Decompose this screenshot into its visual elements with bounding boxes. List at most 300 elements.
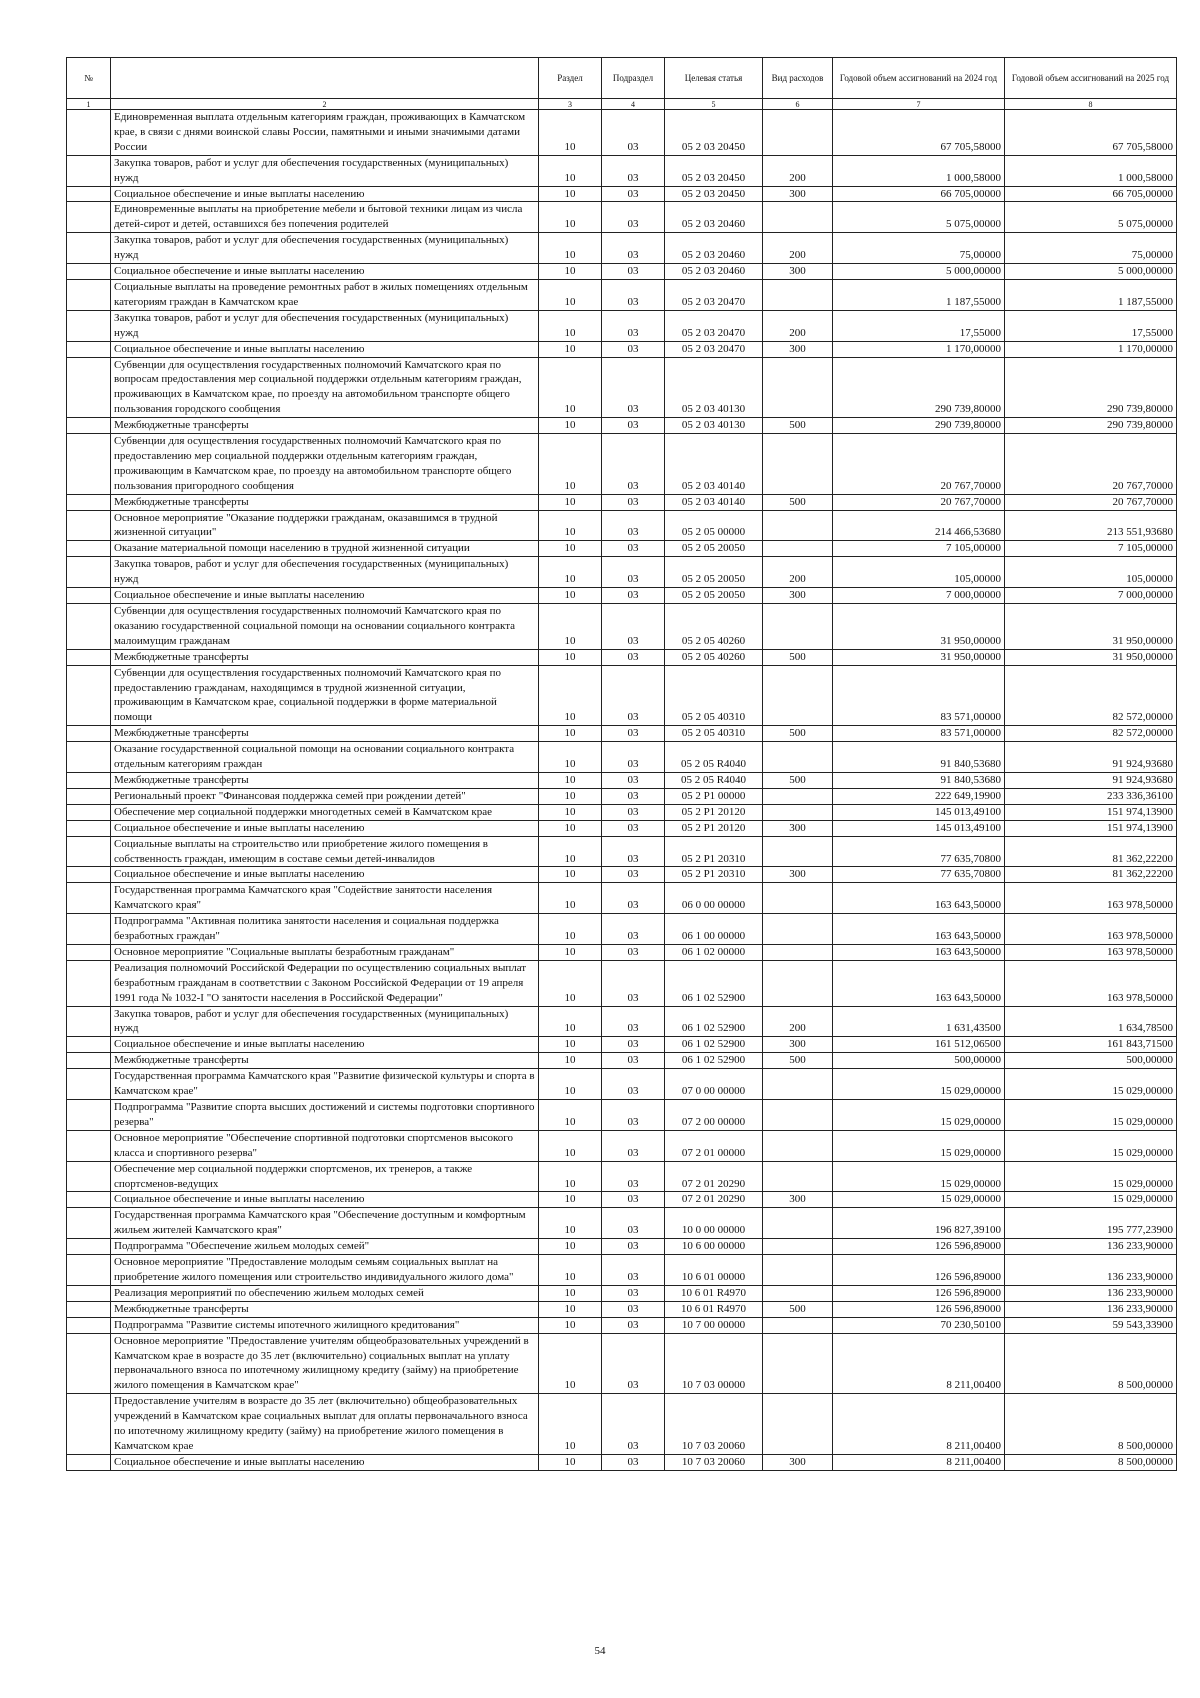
cell-target: 10 7 03 20060 (665, 1454, 763, 1470)
cell-name: Субвенции для осуществления государственных полномочий Камчатского края по предоставлению гражданам, находящимся в трудной жизненной ситуации, проживающим в Камчатском крае, социальной поддержки в форме материальной помощи (111, 665, 539, 726)
cell-name: Социальное обеспечение и иные выплаты населению (111, 1454, 539, 1470)
cell-vid: 500 (763, 772, 833, 788)
cell-y2025: 15 029,00000 (1005, 1161, 1177, 1192)
cell-target: 05 2 03 20460 (665, 264, 763, 280)
cell-target: 05 2 03 20450 (665, 155, 763, 186)
cell-y2025: 163 978,50000 (1005, 944, 1177, 960)
cell-y2024: 75,00000 (833, 233, 1005, 264)
table-row (67, 1100, 1177, 1131)
cell-vid: 200 (763, 155, 833, 186)
cell-num (67, 110, 111, 156)
cell-y2024: 126 596,89000 (833, 1301, 1005, 1317)
cell-podrazdel: 03 (602, 1454, 665, 1470)
cell-y2024: 1 631,43500 (833, 1006, 1005, 1037)
cell-target: 06 1 02 52900 (665, 1037, 763, 1053)
table-row (67, 820, 1177, 836)
cell-podrazdel: 03 (602, 1053, 665, 1069)
cell-y2024: 7 000,00000 (833, 588, 1005, 604)
table-row (67, 788, 1177, 804)
cell-y2024: 163 643,50000 (833, 944, 1005, 960)
cell-podrazdel: 03 (602, 604, 665, 650)
cell-num (67, 1255, 111, 1286)
cell-name: Закупка товаров, работ и услуг для обеспечения государственных (муниципальных) нужд (111, 233, 539, 264)
table-row (67, 649, 1177, 665)
cell-name: Основное мероприятие "Предоставление учителям общеобразовательных учреждений в Камчатском крае в возрасте до 35 лет (включительно) социальных выплат на уплату первоначального взноса по ипотечному жилищному кредиту (займу) на приобретение жилого помещения в Камчатском крае" (111, 1333, 539, 1394)
cell-vid (763, 788, 833, 804)
cell-target: 10 0 00 00000 (665, 1208, 763, 1239)
cell-vid (763, 836, 833, 867)
cell-num (67, 310, 111, 341)
cell-y2025: 161 843,71500 (1005, 1037, 1177, 1053)
cell-razdel: 10 (539, 960, 602, 1006)
cell-name: Закупка товаров, работ и услуг для обеспечения государственных (муниципальных) нужд (111, 310, 539, 341)
cell-target: 10 7 03 20060 (665, 1394, 763, 1455)
header-name (111, 58, 539, 99)
cell-name: Субвенции для осуществления государственных полномочий Камчатского края по оказанию государственной социальной помощи на основании социального контракта малоимущим гражданам (111, 604, 539, 650)
cell-podrazdel: 03 (602, 155, 665, 186)
cell-y2024: 91 840,53680 (833, 772, 1005, 788)
cell-vid: 500 (763, 726, 833, 742)
cell-razdel: 10 (539, 1100, 602, 1131)
cell-razdel: 10 (539, 1006, 602, 1037)
cell-target: 05 2 05 20050 (665, 557, 763, 588)
cell-name: Основное мероприятие "Обеспечение спортивной подготовки спортсменов высокого класса и спортивного резерва" (111, 1130, 539, 1161)
cell-y2025: 213 551,93680 (1005, 510, 1177, 541)
cell-y2024: 126 596,89000 (833, 1239, 1005, 1255)
cell-podrazdel: 03 (602, 357, 665, 418)
cell-num (67, 341, 111, 357)
cell-num (67, 1301, 111, 1317)
cell-y2024: 91 840,53680 (833, 742, 1005, 773)
cell-name: Оказание государственной социальной помощи на основании социального контракта отдельным категориям граждан (111, 742, 539, 773)
header-target: Целевая статья (665, 58, 763, 99)
cell-target: 05 2 03 40140 (665, 494, 763, 510)
cell-target: 05 2 05 R4040 (665, 772, 763, 788)
table-row (67, 418, 1177, 434)
cell-razdel: 10 (539, 726, 602, 742)
cell-y2025: 163 978,50000 (1005, 960, 1177, 1006)
cell-target: 05 2 03 40130 (665, 418, 763, 434)
table-row (67, 310, 1177, 341)
cell-num (67, 510, 111, 541)
cell-razdel: 10 (539, 510, 602, 541)
cell-num (67, 1037, 111, 1053)
cell-num (67, 155, 111, 186)
cell-y2025: 91 924,93680 (1005, 742, 1177, 773)
cell-podrazdel: 03 (602, 914, 665, 945)
cell-y2025: 20 767,70000 (1005, 434, 1177, 495)
cell-target: 10 6 01 00000 (665, 1255, 763, 1286)
cell-y2025: 1 170,00000 (1005, 341, 1177, 357)
cell-target: 05 2 03 20470 (665, 341, 763, 357)
cell-num (67, 726, 111, 742)
cell-num (67, 1053, 111, 1069)
cell-y2025: 91 924,93680 (1005, 772, 1177, 788)
table-row (67, 557, 1177, 588)
cell-target: 05 2 03 40140 (665, 434, 763, 495)
cell-podrazdel: 03 (602, 1301, 665, 1317)
table-row (67, 914, 1177, 945)
table-row (67, 1285, 1177, 1301)
cell-razdel: 10 (539, 155, 602, 186)
table-row (67, 1255, 1177, 1286)
cell-target: 05 2 03 20470 (665, 279, 763, 310)
cell-target: 10 6 01 R4970 (665, 1301, 763, 1317)
cell-razdel: 10 (539, 914, 602, 945)
table-row (67, 186, 1177, 202)
cell-podrazdel: 03 (602, 1006, 665, 1037)
cell-podrazdel: 03 (602, 202, 665, 233)
header-num: № (67, 58, 111, 99)
cell-razdel: 10 (539, 665, 602, 726)
cell-podrazdel: 03 (602, 1285, 665, 1301)
cell-y2025: 59 543,33900 (1005, 1317, 1177, 1333)
cell-num (67, 772, 111, 788)
cell-vid (763, 1333, 833, 1394)
cell-razdel: 10 (539, 649, 602, 665)
cell-y2025: 31 950,00000 (1005, 649, 1177, 665)
cell-razdel: 10 (539, 557, 602, 588)
cell-y2024: 8 211,00400 (833, 1394, 1005, 1455)
cell-name: Социальные выплаты на строительство или приобретение жилого помещения в собственность граждан, имеющим в составе семьи детей-инвалидов (111, 836, 539, 867)
cell-name: Обеспечение мер социальной поддержки спортсменов, их тренеров, а также спортсменов-ведущих (111, 1161, 539, 1192)
cell-vid: 300 (763, 341, 833, 357)
cell-target: 05 2 03 20460 (665, 233, 763, 264)
cell-y2025: 163 978,50000 (1005, 883, 1177, 914)
cell-vid (763, 1239, 833, 1255)
table-body (67, 110, 1177, 1471)
cell-podrazdel: 03 (602, 434, 665, 495)
cell-y2024: 7 105,00000 (833, 541, 1005, 557)
cell-vid (763, 1100, 833, 1131)
budget-table (66, 57, 1177, 1471)
cell-target: 05 2 05 20050 (665, 588, 763, 604)
cell-target: 05 2 05 40310 (665, 665, 763, 726)
cell-name: Обеспечение мер социальной поддержки многодетных семей в Камчатском крае (111, 804, 539, 820)
cell-y2024: 66 705,00000 (833, 186, 1005, 202)
cell-target: 05 2 P1 20120 (665, 804, 763, 820)
cell-razdel: 10 (539, 1239, 602, 1255)
cell-num (67, 1100, 111, 1131)
column-number: 1 (67, 99, 111, 110)
cell-y2024: 77 635,70800 (833, 867, 1005, 883)
cell-name: Межбюджетные трансферты (111, 1053, 539, 1069)
cell-y2025: 151 974,13900 (1005, 820, 1177, 836)
table-row (67, 665, 1177, 726)
cell-y2025: 17,55000 (1005, 310, 1177, 341)
cell-name: Реализация мероприятий по обеспечению жильем молодых семей (111, 1285, 539, 1301)
cell-vid: 300 (763, 1037, 833, 1053)
cell-podrazdel: 03 (602, 1239, 665, 1255)
cell-y2025: 136 233,90000 (1005, 1285, 1177, 1301)
cell-podrazdel: 03 (602, 836, 665, 867)
cell-podrazdel: 03 (602, 541, 665, 557)
cell-num (67, 665, 111, 726)
cell-y2025: 1 000,58000 (1005, 155, 1177, 186)
cell-razdel: 10 (539, 202, 602, 233)
cell-num (67, 1006, 111, 1037)
cell-y2025: 1 187,55000 (1005, 279, 1177, 310)
cell-num (67, 1239, 111, 1255)
cell-num (67, 557, 111, 588)
cell-podrazdel: 03 (602, 279, 665, 310)
cell-vid (763, 604, 833, 650)
cell-vid (763, 742, 833, 773)
cell-name: Основное мероприятие "Социальные выплаты безработным гражданам" (111, 944, 539, 960)
cell-razdel: 10 (539, 836, 602, 867)
cell-target: 05 2 P1 00000 (665, 788, 763, 804)
table-row (67, 1053, 1177, 1069)
cell-num (67, 1192, 111, 1208)
cell-vid: 500 (763, 649, 833, 665)
cell-target: 05 2 05 R4040 (665, 742, 763, 773)
cell-vid (763, 110, 833, 156)
cell-y2025: 163 978,50000 (1005, 914, 1177, 945)
cell-y2024: 145 013,49100 (833, 804, 1005, 820)
cell-y2025: 66 705,00000 (1005, 186, 1177, 202)
cell-name: Социальное обеспечение и иные выплаты населению (111, 264, 539, 280)
cell-num (67, 1130, 111, 1161)
cell-razdel: 10 (539, 1333, 602, 1394)
cell-name: Основное мероприятие "Оказание поддержки гражданам, оказавшимся в трудной жизненной ситуации" (111, 510, 539, 541)
cell-vid (763, 541, 833, 557)
cell-razdel: 10 (539, 788, 602, 804)
cell-y2024: 145 013,49100 (833, 820, 1005, 836)
table-row (67, 883, 1177, 914)
cell-y2025: 8 500,00000 (1005, 1394, 1177, 1455)
table-row (67, 1069, 1177, 1100)
cell-target: 05 2 P1 20310 (665, 867, 763, 883)
cell-podrazdel: 03 (602, 186, 665, 202)
cell-num (67, 1317, 111, 1333)
cell-y2025: 151 974,13900 (1005, 804, 1177, 820)
cell-name: Единовременная выплата отдельным категориям граждан, проживающих в Камчатском крае, в связи с днями воинской славы России, памятными и иными значимыми датами России (111, 110, 539, 156)
cell-y2024: 290 739,80000 (833, 418, 1005, 434)
cell-y2024: 5 000,00000 (833, 264, 1005, 280)
header-razdel: Раздел (539, 58, 602, 99)
cell-y2025: 290 739,80000 (1005, 418, 1177, 434)
cell-vid: 200 (763, 1006, 833, 1037)
table-row (67, 944, 1177, 960)
budget-table-page (66, 57, 1176, 1471)
cell-y2024: 15 029,00000 (833, 1161, 1005, 1192)
table-row (67, 155, 1177, 186)
cell-y2024: 500,00000 (833, 1053, 1005, 1069)
table-row (67, 604, 1177, 650)
cell-vid (763, 1394, 833, 1455)
cell-target: 10 7 03 00000 (665, 1333, 763, 1394)
cell-vid (763, 1255, 833, 1286)
cell-razdel: 10 (539, 310, 602, 341)
table-row (67, 867, 1177, 883)
cell-y2025: 81 362,22200 (1005, 836, 1177, 867)
cell-y2025: 82 572,00000 (1005, 726, 1177, 742)
column-number: 8 (1005, 99, 1177, 110)
cell-vid (763, 1317, 833, 1333)
cell-num (67, 1069, 111, 1100)
table-row (67, 804, 1177, 820)
cell-target: 07 0 00 00000 (665, 1069, 763, 1100)
table-row (67, 541, 1177, 557)
table-row (67, 772, 1177, 788)
cell-y2025: 5 075,00000 (1005, 202, 1177, 233)
cell-y2024: 83 571,00000 (833, 665, 1005, 726)
cell-num (67, 1285, 111, 1301)
table-row (67, 1454, 1177, 1470)
cell-name: Социальное обеспечение и иные выплаты населению (111, 341, 539, 357)
cell-num (67, 944, 111, 960)
cell-target: 05 2 05 40260 (665, 604, 763, 650)
cell-vid (763, 279, 833, 310)
cell-vid (763, 804, 833, 820)
cell-podrazdel: 03 (602, 341, 665, 357)
table-row (67, 1161, 1177, 1192)
cell-podrazdel: 03 (602, 960, 665, 1006)
cell-razdel: 10 (539, 1285, 602, 1301)
cell-razdel: 10 (539, 1255, 602, 1286)
cell-target: 07 2 01 00000 (665, 1130, 763, 1161)
cell-y2024: 31 950,00000 (833, 604, 1005, 650)
cell-target: 06 1 02 00000 (665, 944, 763, 960)
cell-y2024: 8 211,00400 (833, 1333, 1005, 1394)
cell-target: 05 2 03 20470 (665, 310, 763, 341)
cell-name: Закупка товаров, работ и услуг для обеспечения государственных (муниципальных) нужд (111, 557, 539, 588)
cell-y2024: 15 029,00000 (833, 1069, 1005, 1100)
cell-y2024: 8 211,00400 (833, 1454, 1005, 1470)
table-row (67, 1037, 1177, 1053)
column-number: 6 (763, 99, 833, 110)
cell-razdel: 10 (539, 1301, 602, 1317)
cell-num (67, 914, 111, 945)
cell-razdel: 10 (539, 541, 602, 557)
cell-name: Межбюджетные трансферты (111, 772, 539, 788)
table-row (67, 1317, 1177, 1333)
cell-y2024: 20 767,70000 (833, 434, 1005, 495)
cell-podrazdel: 03 (602, 820, 665, 836)
cell-num (67, 883, 111, 914)
cell-name: Региональный проект "Финансовая поддержка семей при рождении детей" (111, 788, 539, 804)
cell-razdel: 10 (539, 1130, 602, 1161)
cell-target: 10 6 01 R4970 (665, 1285, 763, 1301)
cell-target: 05 2 03 20460 (665, 202, 763, 233)
cell-name: Межбюджетные трансферты (111, 494, 539, 510)
cell-y2025: 15 029,00000 (1005, 1130, 1177, 1161)
cell-target: 06 1 02 52900 (665, 1053, 763, 1069)
cell-razdel: 10 (539, 1192, 602, 1208)
table-row (67, 264, 1177, 280)
cell-podrazdel: 03 (602, 665, 665, 726)
cell-name: Единовременные выплаты на приобретение мебели и бытовой техники лицам из числа детей-сирот и детей, оставшихся без попечения родителей (111, 202, 539, 233)
cell-podrazdel: 03 (602, 944, 665, 960)
table-row (67, 1130, 1177, 1161)
cell-target: 05 2 05 20050 (665, 541, 763, 557)
cell-y2024: 163 643,50000 (833, 960, 1005, 1006)
cell-podrazdel: 03 (602, 233, 665, 264)
cell-vid (763, 202, 833, 233)
cell-podrazdel: 03 (602, 1069, 665, 1100)
header-vid: Вид расходов (763, 58, 833, 99)
cell-y2025: 500,00000 (1005, 1053, 1177, 1069)
cell-y2024: 31 950,00000 (833, 649, 1005, 665)
cell-podrazdel: 03 (602, 804, 665, 820)
cell-y2024: 1 170,00000 (833, 341, 1005, 357)
cell-podrazdel: 03 (602, 1255, 665, 1286)
cell-target: 05 2 03 20450 (665, 186, 763, 202)
column-number: 7 (833, 99, 1005, 110)
cell-name: Социальное обеспечение и иные выплаты населению (111, 867, 539, 883)
cell-num (67, 541, 111, 557)
cell-y2024: 290 739,80000 (833, 357, 1005, 418)
cell-name: Основное мероприятие "Предоставление молодым семьям социальных выплат на приобретение жилого помещения или строительство индивидуального жилого дома" (111, 1255, 539, 1286)
cell-y2024: 222 649,19900 (833, 788, 1005, 804)
cell-num (67, 202, 111, 233)
cell-y2025: 5 000,00000 (1005, 264, 1177, 280)
cell-y2024: 83 571,00000 (833, 726, 1005, 742)
header-row (67, 58, 1177, 99)
cell-podrazdel: 03 (602, 649, 665, 665)
cell-podrazdel: 03 (602, 264, 665, 280)
cell-y2024: 67 705,58000 (833, 110, 1005, 156)
cell-num (67, 1333, 111, 1394)
cell-target: 05 2 05 40310 (665, 726, 763, 742)
table-row (67, 1192, 1177, 1208)
cell-y2025: 15 029,00000 (1005, 1069, 1177, 1100)
cell-vid: 200 (763, 557, 833, 588)
cell-podrazdel: 03 (602, 494, 665, 510)
table-row (67, 588, 1177, 604)
cell-y2024: 70 230,50100 (833, 1317, 1005, 1333)
table-row (67, 1394, 1177, 1455)
table-row (67, 960, 1177, 1006)
cell-target: 05 2 05 00000 (665, 510, 763, 541)
cell-vid: 300 (763, 1192, 833, 1208)
cell-y2024: 214 466,53680 (833, 510, 1005, 541)
cell-razdel: 10 (539, 434, 602, 495)
cell-y2025: 82 572,00000 (1005, 665, 1177, 726)
table-row (67, 1208, 1177, 1239)
cell-razdel: 10 (539, 1069, 602, 1100)
cell-target: 06 1 02 52900 (665, 1006, 763, 1037)
cell-vid: 500 (763, 494, 833, 510)
cell-y2025: 67 705,58000 (1005, 110, 1177, 156)
cell-y2024: 163 643,50000 (833, 883, 1005, 914)
cell-y2024: 15 029,00000 (833, 1130, 1005, 1161)
cell-razdel: 10 (539, 804, 602, 820)
cell-name: Государственная программа Камчатского края "Обеспечение доступным и комфортным жильем жителей Камчатского края" (111, 1208, 539, 1239)
cell-num (67, 836, 111, 867)
cell-num (67, 649, 111, 665)
cell-target: 07 2 01 20290 (665, 1192, 763, 1208)
cell-num (67, 418, 111, 434)
table-row (67, 341, 1177, 357)
cell-razdel: 10 (539, 279, 602, 310)
table-row (67, 1006, 1177, 1037)
cell-vid: 500 (763, 418, 833, 434)
cell-y2024: 20 767,70000 (833, 494, 1005, 510)
cell-vid (763, 1130, 833, 1161)
cell-y2024: 15 029,00000 (833, 1100, 1005, 1131)
cell-name: Социальное обеспечение и иные выплаты населению (111, 1192, 539, 1208)
cell-y2025: 15 029,00000 (1005, 1100, 1177, 1131)
cell-name: Межбюджетные трансферты (111, 726, 539, 742)
cell-name: Межбюджетные трансферты (111, 649, 539, 665)
cell-vid (763, 960, 833, 1006)
cell-podrazdel: 03 (602, 110, 665, 156)
cell-podrazdel: 03 (602, 1333, 665, 1394)
header-y2024: Годовой объем ассигнований на 2024 год (833, 58, 1005, 99)
cell-razdel: 10 (539, 1208, 602, 1239)
table-row (67, 742, 1177, 773)
